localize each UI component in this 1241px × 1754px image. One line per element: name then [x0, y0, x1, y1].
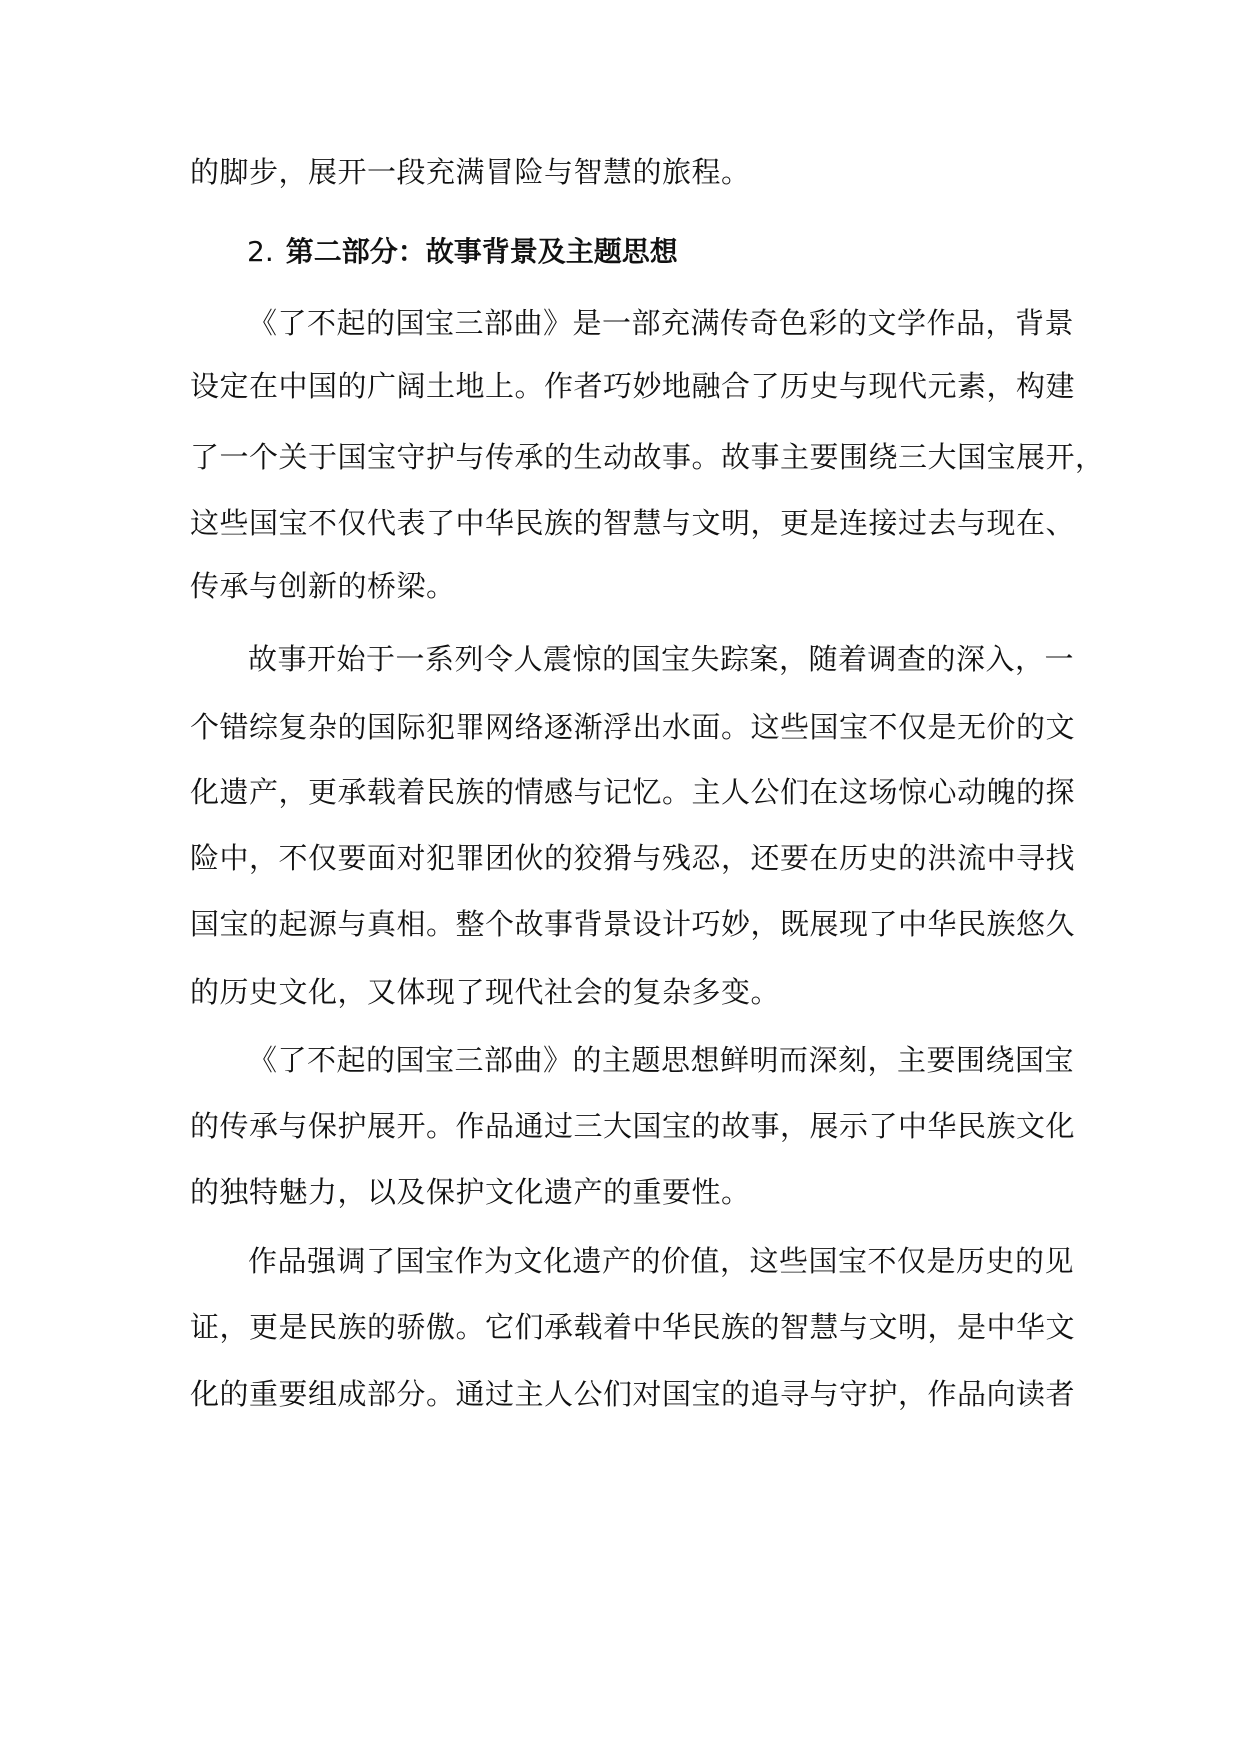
text-line: 的传承与保护展开。作品通过三大国宝的故事，展示了中华民族文化 [190, 1109, 1076, 1143]
section-title: 第二部分：故事背景及主题思想 [285, 235, 678, 268]
text-line: 的历史文化，又体现了现代社会的复杂多变。 [190, 975, 781, 1009]
text-line: 化的重要组成部分。通过主人公们对国宝的追寻与守护，作品向读者 [190, 1377, 1076, 1411]
text-line: 作品强调了国宝作为文化遗产的价值，这些国宝不仅是历史的见 [248, 1244, 1075, 1278]
text-line: 设定在中国的广阔土地上。作者巧妙地融合了历史与现代元素，构建 [190, 369, 1076, 403]
text-line: 《了不起的国宝三部曲》的主题思想鲜明而深刻，主要围绕国宝 [248, 1043, 1075, 1077]
text-line: 国宝的起源与真相。整个故事背景设计巧妙，既展现了中华民族悠久 [190, 907, 1076, 941]
text-line: 传承与创新的桥梁。 [190, 569, 456, 603]
text-line: 了一个关于国宝守护与传承的生动故事。故事主要围绕三大国宝展开， [190, 440, 1105, 474]
text-line: 的脚步，展开一段充满冒险与智慧的旅程。 [190, 155, 751, 189]
text-line: 证，更是民族的骄傲。它们承载着中华民族的智慧与文明，是中华文 [190, 1310, 1076, 1344]
section-number: 2. [247, 235, 274, 268]
text-line: 个错综复杂的国际犯罪网络逐渐浮出水面。这些国宝不仅是无价的文 [190, 710, 1076, 744]
text-line: 的独特魅力，以及保护文化遗产的重要性。 [190, 1175, 751, 1209]
text-line: 化遗产，更承载着民族的情感与记忆。主人公们在这场惊心动魄的探 [190, 775, 1076, 809]
text-line: 这些国宝不仅代表了中华民族的智慧与文明，更是连接过去与现在、 [190, 506, 1076, 540]
section-heading [247, 232, 678, 272]
text-line: 故事开始于一系列令人震惊的国宝失踪案，随着调查的深入，一 [248, 642, 1075, 676]
text-line: 险中，不仅要面对犯罪团伙的狡猾与残忍，还要在历史的洪流中寻找 [190, 841, 1076, 875]
text-line: 《了不起的国宝三部曲》是一部充满传奇色彩的文学作品，背景 [248, 306, 1075, 340]
